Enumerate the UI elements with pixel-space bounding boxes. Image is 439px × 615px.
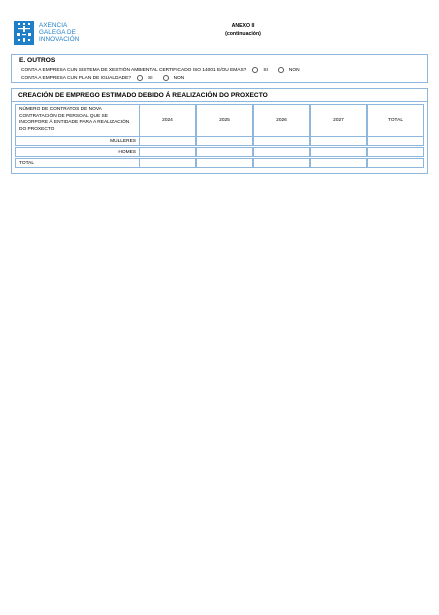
input-total-2026[interactable]: [253, 158, 310, 168]
document-header: [200, 22, 286, 38]
input-mulleres-2026[interactable]: [253, 136, 310, 146]
section-e-title: E. OUTROS: [19, 57, 56, 64]
iso-no-label: NON: [288, 67, 300, 73]
input-total-total[interactable]: [367, 158, 424, 168]
column-header-2024: 2024: [139, 104, 196, 137]
input-total-2024[interactable]: [139, 158, 196, 168]
galicia-emblem-icon: [14, 21, 34, 45]
input-mulleres-2024[interactable]: [139, 136, 196, 146]
input-mulleres-total[interactable]: [367, 136, 424, 146]
column-header-total: TOTAL: [367, 104, 424, 137]
agency-name: [39, 22, 79, 44]
equality-yes-radio[interactable]: [137, 75, 143, 81]
input-mulleres-2025[interactable]: [196, 136, 253, 146]
iso-yes-label: SI: [263, 67, 268, 73]
input-homes-2026[interactable]: [253, 147, 310, 157]
input-homes-2027[interactable]: [310, 147, 367, 157]
input-homes-total[interactable]: [367, 147, 424, 157]
iso-question: [21, 67, 304, 73]
equality-no-radio[interactable]: [163, 75, 169, 81]
input-total-2025[interactable]: [196, 158, 253, 168]
equality-no-label: NON: [173, 75, 185, 81]
column-header-2025: 2025: [196, 104, 253, 137]
equality-question-text: CONTA A EMPRESA CUN PLAN DE IGUALDADE?: [21, 75, 132, 81]
column-header-2026: 2026: [253, 104, 310, 137]
logo-line: INNOVACIÓN: [39, 36, 80, 44]
equality-question: [21, 75, 188, 81]
input-homes-2025[interactable]: [196, 147, 253, 157]
row-label-total: TOTAL: [15, 158, 140, 168]
equality-yes-label: SI: [148, 75, 153, 81]
section-e-box: [11, 54, 428, 83]
row-label-homes: HOMES: [15, 147, 140, 157]
document-subtitle: (continuación): [225, 31, 261, 37]
logo-line: AXENCIA: [39, 22, 68, 29]
agency-logo: [14, 21, 94, 45]
column-header-2027: 2027: [310, 104, 367, 137]
iso-no-radio[interactable]: [278, 67, 284, 73]
section-divider: [12, 101, 427, 102]
row-label-mulleres: MULLERES: [15, 136, 140, 146]
employment-section-box: [11, 88, 428, 174]
logo-line: GALEGA DE: [39, 29, 76, 37]
employment-section-title: CREACIÓN DE EMPREGO ESTIMADO DEBIDO Á REALIZACIÓN DO PROXECTO: [18, 92, 268, 99]
input-homes-2024[interactable]: [139, 147, 196, 157]
iso-question-text: CONTA A EMPRESA CUN SISTEMA DE XESTIÓN AMBIENTAL CERTIFICADO ISO 14001 E/OU EMAS?: [21, 67, 247, 73]
input-mulleres-2027[interactable]: [310, 136, 367, 146]
iso-yes-radio[interactable]: [252, 67, 258, 73]
input-total-2027[interactable]: [310, 158, 367, 168]
contracts-header-label: NÚMERO DE CONTRATOS DE NOVA CONTRATACIÓN DE PERSOAL QUE SE INCORPORE Á ENTIDADE PARA A REALIZACIÓN DO PROXECTO: [15, 104, 140, 137]
document-title: ANEXO II: [231, 23, 255, 29]
